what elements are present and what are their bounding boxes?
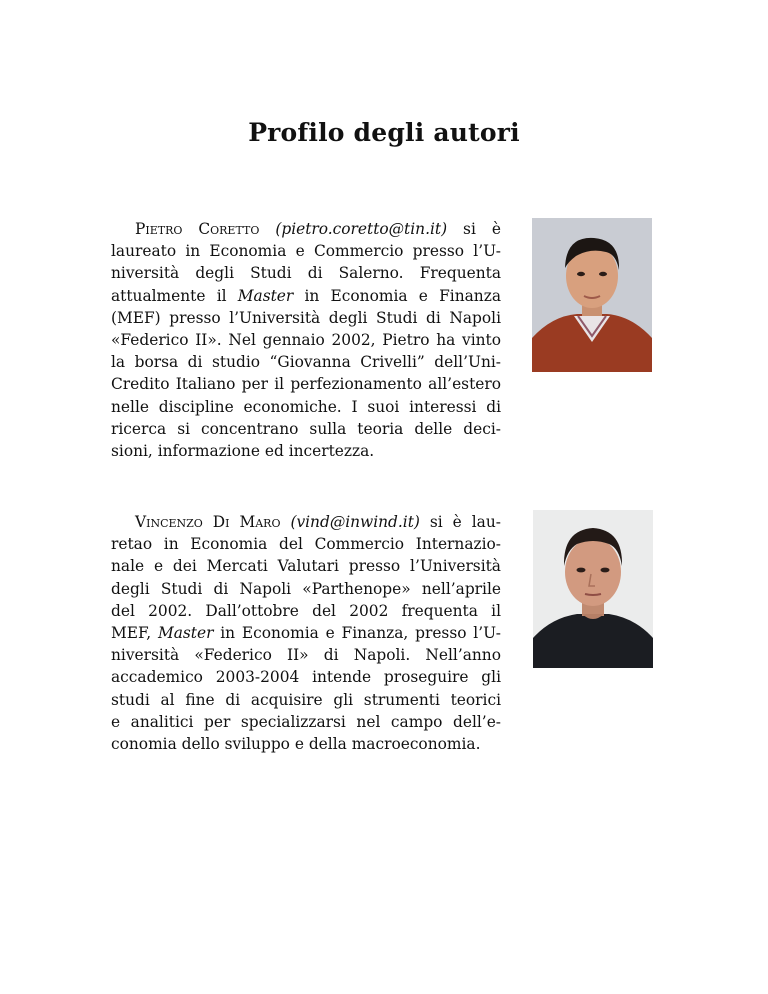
bio-line: degli Studi di Napoli «Parthenope» nell’aprile xyxy=(111,579,501,598)
bio-line: niversità degli Studi di Salerno. Frequenta xyxy=(111,264,501,283)
author-bio-di-maro xyxy=(111,511,501,755)
bio-line: conomia dello sviluppo e della macroeconomia. xyxy=(111,735,481,754)
portrait-icon xyxy=(533,510,653,668)
author-bio-coretto xyxy=(111,218,501,462)
bio-line: nale e dei Mercati Valutari presso l’Università xyxy=(111,557,501,576)
author-name: Vincenzo Di Maro xyxy=(135,513,281,531)
author-email: (pietro.coretto@tin.it) xyxy=(275,220,448,238)
author-name: Pietro Coretto xyxy=(135,220,260,238)
bio-line: accademico 2003-2004 intende proseguire gli xyxy=(111,668,501,687)
bio-line: attualmente il Master in Economia e Finanza xyxy=(111,286,502,305)
bio-line: ricerca si concentrano sulla teoria delle deci- xyxy=(111,419,501,438)
bio-line: studi al fine di acquisire gli strumenti teorici xyxy=(111,690,501,709)
bio-line: MEF, Master in Economia e Finanza, presso l’U- xyxy=(111,624,501,643)
bio-line: nelle discipline economiche. I suoi interessi di xyxy=(111,397,501,416)
bio-line: sioni, informazione ed incertezza. xyxy=(111,442,375,461)
bio-line: Credito Italiano per il perfezionamento all’estero xyxy=(111,375,501,394)
bio-line: niversità «Federico II» di Napoli. Nell’anno xyxy=(111,646,501,665)
page-title: Profilo degli autori xyxy=(248,118,520,147)
bio-line: laureato in Economia e Commercio presso l’U- xyxy=(111,242,501,261)
bio-line: Vincenzo Di Maro (vind@inwind.it) si è lau- xyxy=(135,513,501,531)
portrait-icon xyxy=(532,218,652,372)
author-photo-coretto xyxy=(532,218,652,372)
bio-line: e analitici per specializzarsi nel campo dell’e- xyxy=(111,712,501,731)
author-photo-di-maro xyxy=(533,510,653,668)
bio-line: la borsa di studio “Giovanna Crivelli” dell’Uni- xyxy=(111,353,501,372)
bio-line: (MEF) presso l’Università degli Studi di Napoli xyxy=(111,308,501,327)
author-email: (vind@inwind.it) xyxy=(290,513,420,531)
bio-line: retao in Economia del Commercio Internazio- xyxy=(111,535,501,554)
bio-line: del 2002. Dall’ottobre del 2002 frequenta il xyxy=(111,601,501,620)
bio-line: Pietro Coretto (pietro.coretto@tin.it) si è xyxy=(135,220,501,238)
bio-line: «Federico II». Nel gennaio 2002, Pietro ha vinto xyxy=(111,331,501,350)
